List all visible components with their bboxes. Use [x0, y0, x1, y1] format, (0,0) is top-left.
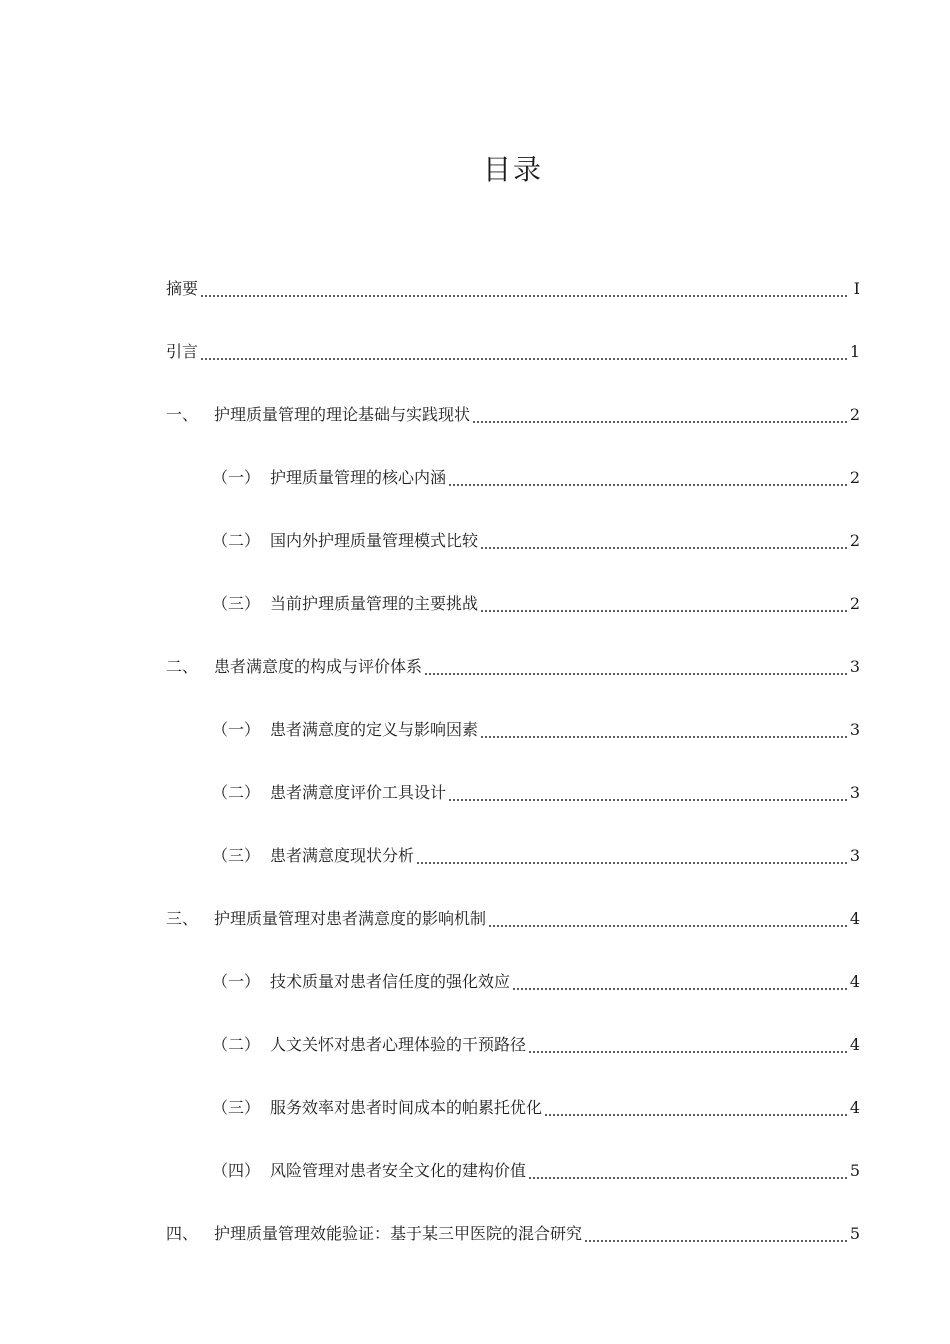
toc-entry-section-3-3[interactable]	[166, 1065, 860, 1128]
toc-entry-text: 护理质量管理对患者满意度的影响机制	[214, 909, 487, 928]
toc-entry-number: （一）	[212, 972, 261, 991]
toc-entry-text: 患者满意度的构成与评价体系	[214, 657, 423, 676]
toc-entry-page: 2	[849, 531, 860, 550]
toc-dot-leader	[512, 987, 848, 991]
toc-entry-text: 服务效率对患者时间成本的帕累托优化	[270, 1098, 543, 1117]
toc-entry-text: 人文关怀对患者心理体验的干预路径	[270, 1035, 527, 1054]
toc-entry-number: 四、	[166, 1224, 199, 1243]
toc-dot-leader	[480, 735, 848, 739]
toc-entry-number: （二）	[212, 783, 261, 802]
toc-entry-section-3-4[interactable]	[166, 1128, 860, 1191]
toc-entry-page: 3	[849, 846, 860, 865]
toc-dot-leader	[480, 609, 848, 613]
toc-entry-text: 风险管理对患者安全文化的建构价值	[270, 1161, 527, 1180]
toc-dot-leader	[448, 483, 848, 487]
toc-dot-leader	[480, 546, 848, 550]
toc-entry-text: 护理质量管理的理论基础与实践现状	[214, 405, 471, 424]
toc-entry-page: 5	[849, 1161, 860, 1180]
page-title: 目录	[482, 153, 543, 186]
toc-entry-number: 三、	[166, 909, 199, 928]
toc-entry-section-1-2[interactable]	[166, 498, 860, 561]
toc-entry-text: 护理质量管理效能验证：基于某三甲医院的混合研究	[214, 1224, 583, 1243]
toc-entry-page: 3	[849, 657, 860, 676]
toc-entry-page: 4	[849, 972, 860, 991]
toc-entry-page: 4	[849, 909, 860, 928]
toc-entry-number: （二）	[212, 531, 261, 550]
toc-entry-chapter-3[interactable]	[166, 876, 860, 939]
toc-entry-page: 2	[849, 594, 860, 613]
toc-entry-text: 技术质量对患者信任度的强化效应	[270, 972, 511, 991]
toc-dot-leader	[528, 1050, 848, 1054]
toc-entry-page: 2	[849, 468, 860, 487]
toc-entry-number: （一）	[212, 720, 261, 739]
toc-entry-text: 患者满意度现状分析	[270, 846, 415, 865]
toc-entry-page: 1	[849, 342, 860, 361]
toc-entry-section-1-1[interactable]	[166, 435, 860, 498]
toc-entry-introduction[interactable]	[166, 309, 860, 372]
toc-dot-leader	[528, 1176, 848, 1180]
toc-entry-text: 患者满意度评价工具设计	[270, 783, 447, 802]
toc-dot-leader	[448, 798, 848, 802]
table-of-contents	[166, 246, 860, 1254]
toc-entry-text: 护理质量管理的核心内涵	[270, 468, 447, 487]
toc-entry-section-3-1[interactable]	[166, 939, 860, 1002]
toc-dot-leader	[200, 294, 848, 298]
toc-dot-leader	[584, 1239, 848, 1243]
toc-dot-leader	[544, 1113, 848, 1117]
toc-entry-page: 5	[849, 1224, 860, 1243]
toc-entry-section-3-2[interactable]	[166, 1002, 860, 1065]
toc-entry-number: （三）	[212, 594, 261, 613]
toc-entry-section-2-2[interactable]	[166, 750, 860, 813]
toc-entry-number: 二、	[166, 657, 199, 676]
toc-entry-page: 4	[849, 1098, 860, 1117]
toc-dot-leader	[488, 924, 848, 928]
toc-entry-page: 3	[849, 720, 860, 739]
toc-entry-text: 当前护理质量管理的主要挑战	[270, 594, 479, 613]
toc-entry-section-1-3[interactable]	[166, 561, 860, 624]
toc-entry-text: 摘要	[166, 279, 199, 298]
toc-entry-chapter-2[interactable]	[166, 624, 860, 687]
toc-entry-number: （一）	[212, 468, 261, 487]
toc-entry-chapter-1[interactable]	[166, 372, 860, 435]
toc-entry-page: 3	[849, 783, 860, 802]
toc-entry-page: 2	[849, 405, 860, 424]
toc-entry-text: 国内外护理质量管理模式比较	[270, 531, 479, 550]
toc-entry-section-2-1[interactable]	[166, 687, 860, 750]
toc-entry-text: 患者满意度的定义与影响因素	[270, 720, 479, 739]
toc-entry-text: 引言	[166, 342, 199, 361]
toc-dot-leader	[424, 672, 848, 676]
toc-entry-number: （三）	[212, 1098, 261, 1117]
toc-entry-page: I	[853, 279, 860, 298]
toc-entry-number: （二）	[212, 1035, 261, 1054]
toc-entry-section-2-3[interactable]	[166, 813, 860, 876]
toc-dot-leader	[200, 357, 848, 361]
toc-entry-number: 一、	[166, 405, 199, 424]
toc-entry-number: （四）	[212, 1161, 261, 1180]
toc-dot-leader	[416, 861, 848, 865]
toc-entry-abstract[interactable]	[166, 246, 860, 309]
toc-entry-page: 4	[849, 1035, 860, 1054]
toc-dot-leader	[472, 420, 848, 424]
toc-entry-number: （三）	[212, 846, 261, 865]
toc-entry-chapter-4[interactable]	[166, 1191, 860, 1254]
